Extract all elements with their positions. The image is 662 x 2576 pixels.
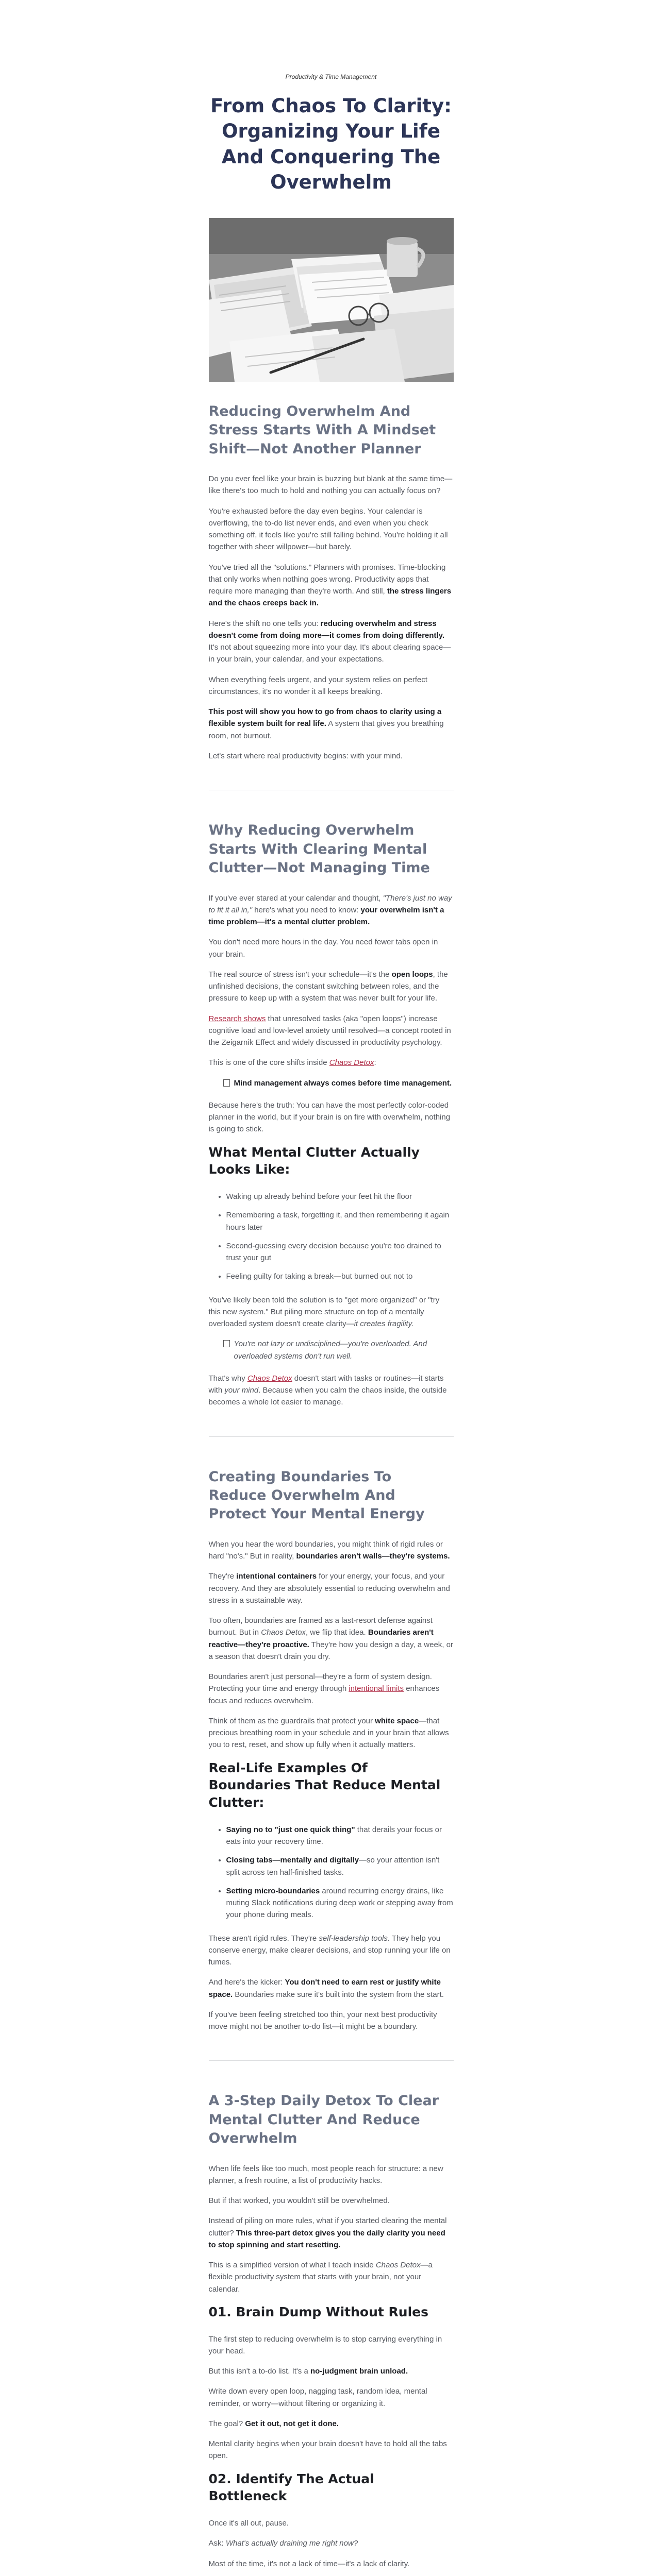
paragraph: That's why Chaos Detox doesn't start with tasks or routines—it starts with your mind. Because when you calm the chaos inside, the outside becomes a whole lot easier to manage. [208,1374,447,1407]
list-item: • Closing tabs—mentally and digitally—so your attention isn't split across ten half-finished tasks. [226,1854,454,1878]
hero-image [209,218,454,382]
paragraph: When everything feels urgent, and your system relies on perfect circumstances, it's no wonder it all keeps breaking. [208,675,427,696]
paragraph: When life feels like too much, most people reach for structure: a new planner, a fresh routine, a list of productivity hacks. [208,2164,443,2185]
clutter-list [226,1191,454,1283]
chaos-detox-link[interactable]: Chaos Detox [329,1058,374,1067]
intentional-limits-link[interactable]: intentional limits [349,1684,404,1693]
list-item: • Setting micro-boundaries around recurring energy drains, like muting Slack notifications during deep work or stepping away from your phone during meals. [226,1885,454,1921]
list-item: • Waking up already behind before your feet hit the floor [226,1191,454,1202]
paragraph: Once it's all out, pause. [208,2519,289,2528]
paragraph: Think of them as the guardrails that protect your white space—that precious breathing room in your schedule and in your brain that allows you to rest, reset, and show up fully when it actually matters. [208,1716,449,1750]
research-link[interactable]: Research shows [208,1014,266,1023]
paragraph: Most of the time, it's not a lack of time—it's a lack of clarity. [208,2559,410,2568]
divider [209,1436,454,1437]
paragraph: Research shows that unresolved tasks (aka "open loops") increase cognitive load and low-level anxiety until resolved—a concept rooted in the Zeigarnik Effect and widely discussed in productivity psychology. [208,1014,451,1047]
boundaries-list [226,1824,454,1921]
paragraph: You've likely been told the solution is to "get more organized" or "try this new system." But piling more structure on top of a mentally overloaded system doesn't create clarity—it creates fragility. [208,1295,440,1329]
paragraph: Here's the shift no one tells you: reducing overwhelm and stress doesn't come from doing more—it comes from doing differently. It's not about squeezing more into your day. It's about clearing space—in your brain, your calendar, and your expectations. [208,619,451,664]
paragraph: Do you ever feel like your brain is buzzing but blank at the same time—like there's too much to hold and nothing you can actually focus on? [208,474,453,496]
callout: Mind management always comes before time management. [223,1077,454,1089]
divider [209,2060,454,2061]
subheading: Real-Life Examples Of Boundaries That Reduce Mental Clutter: [208,1760,441,1810]
section-mental-clutter [209,821,454,1408]
paragraph: Let's start where real productivity begins: with your mind. [208,751,403,760]
paragraph: Boundaries aren't just personal—they're a form of system design. Protecting your time and energy through intentional limits enhances focus and reduces overwhelm. [208,1672,440,1705]
section-mindset-shift [209,402,454,762]
post-title: From Chaos To Clarity: Organizing Your Life And Conquering The Overwhelm [210,94,452,194]
paragraph: Mental clarity begins when your brain doesn't have to hold all the tabs open. [208,2439,447,2461]
section-boundaries [209,1468,454,2033]
section-heading: Creating Boundaries To Reduce Overwhelm And Protect Your Mental Energy [208,1468,425,1522]
paragraph: This post will show you how to go from chaos to clarity using a flexible system built for real life. A system that gives you breathing room, not burnout. [208,707,444,740]
square-icon [223,1079,230,1087]
section-heading: A 3-Step Daily Detox To Clear Mental Clutter And Reduce Overwhelm [208,2093,439,2147]
subheading: What Mental Clutter Actually Looks Like: [208,1144,420,1177]
paragraph: You don't need more hours in the day. You need fewer tabs open in your brain. [208,938,438,959]
paragraph: These aren't rigid rules. They're self-leadership tools. They help you conserve energy, make clearer decisions, and stop running your life on fumes. [208,1934,451,1967]
section-heading: Reducing Overwhelm And Stress Starts With A Mindset Shift—Not Another Planner [208,403,436,457]
paragraph: But if that worked, you wouldn't still be overwhelmed. [208,2196,390,2206]
paragraph: If you've ever stared at your calendar and thought, "There's just no way to fit it all in," here's what you need to know: your overwhelm isn't a time problem—it's a mental clutter problem. [208,893,452,927]
list-item: • Saying no to "just one quick thing" that derails your focus or eats into your recovery time. [226,1824,454,1848]
paragraph: Instead of piling on more rules, what if you started clearing the mental clutter? This three-part detox gives you the daily clarity you need to stop spinning and start resetting. [208,2216,447,2249]
paragraph: They're intentional containers for your energy, your focus, and your recovery. And they are absolutely essential to reducing overwhelm and stress in a sustainable way. [208,1572,450,1605]
section-daily-detox [209,2092,454,2576]
article [209,0,454,2576]
paragraph: Too often, boundaries are framed as a last-resort defense against burnout. But in Chaos Detox, we flip that idea. Boundaries aren't reactive—they're proactive. They're how you design a day, a week, or a season that doesn't drain you dry. [208,1616,453,1661]
paragraph: Ask: What's actually draining me right now? [208,2539,358,2548]
square-icon [223,1340,230,1347]
list-item: • Second-guessing every decision because you're too drained to trust your gut [226,1240,454,1264]
list-item: • Feeling guilty for taking a break—but burned out not to [226,1270,454,1282]
post-category[interactable]: Productivity & Time Management [285,73,377,80]
paragraph: The real source of stress isn't your schedule—it's the open loops, the unfinished decisions, the constant switching between roles, and the pressure to keep up with a system that was never built for your life. [208,970,448,1003]
paragraph: This is a simplified version of what I teach inside Chaos Detox—a flexible productivity system that starts with your brain, not your calendar. [208,2261,433,2294]
paragraph: And here's the kicker: You don't need to earn rest or justify white space. Boundaries make sure it's built into the system from the start. [208,1978,444,1999]
paragraph: Write down every open loop, nagging task, random idea, mental reminder, or worry—without filtering or organizing it. [208,2387,427,2408]
paragraph: You've tried all the "solutions." Planners with promises. Time-blocking that only works when nothing goes wrong. Productivity apps that require more managing than they're worth. And still, the stress lingers and the chaos creeps back in. [208,563,452,608]
step-heading: 01. Brain Dump Without Rules [208,2304,428,2319]
paragraph: The first step to reducing overwhelm is to stop carrying everything in your head. [208,2334,442,2355]
section-heading: Why Reducing Overwhelm Starts With Clearing Mental Clutter—Not Managing Time [208,822,430,876]
paragraph: If you've been feeling stretched too thin, your next best productivity move might not be another to-do list—it might be a boundary. [208,2010,437,2031]
paragraph: This is one of the core shifts inside Chaos Detox: [208,1058,376,1067]
paragraph: But this isn't a to-do list. It's a no-judgment brain unload. [208,2367,408,2376]
paragraph: Because here's the truth: You can have the most perfectly color-coded planner in the world, but if your brain is on fire with overwhelm, nothing is going to stick. [208,1100,451,1134]
list-item: • Remembering a task, forgetting it, and then remembering it again hours later [226,1209,454,1233]
step-heading: 02. Identify The Actual Bottleneck [208,2471,374,2504]
chaos-detox-link[interactable]: Chaos Detox [247,1374,292,1383]
callout: You're not lazy or undisciplined—you're overloaded. And overloaded systems don't run well. [223,1338,454,1362]
paragraph: You're exhausted before the day even begins. Your calendar is overflowing, the to-do list never ends, and even when you check something off, it feels like you're still falling behind. You're holding it all together with sheer willpower—but barely. [208,506,448,552]
paragraph: The goal? Get it out, not get it done. [208,2419,339,2428]
paragraph: When you hear the word boundaries, you might think of rigid rules or hard "no's." But in reality, boundaries aren't walls—they're systems. [208,1539,450,1561]
